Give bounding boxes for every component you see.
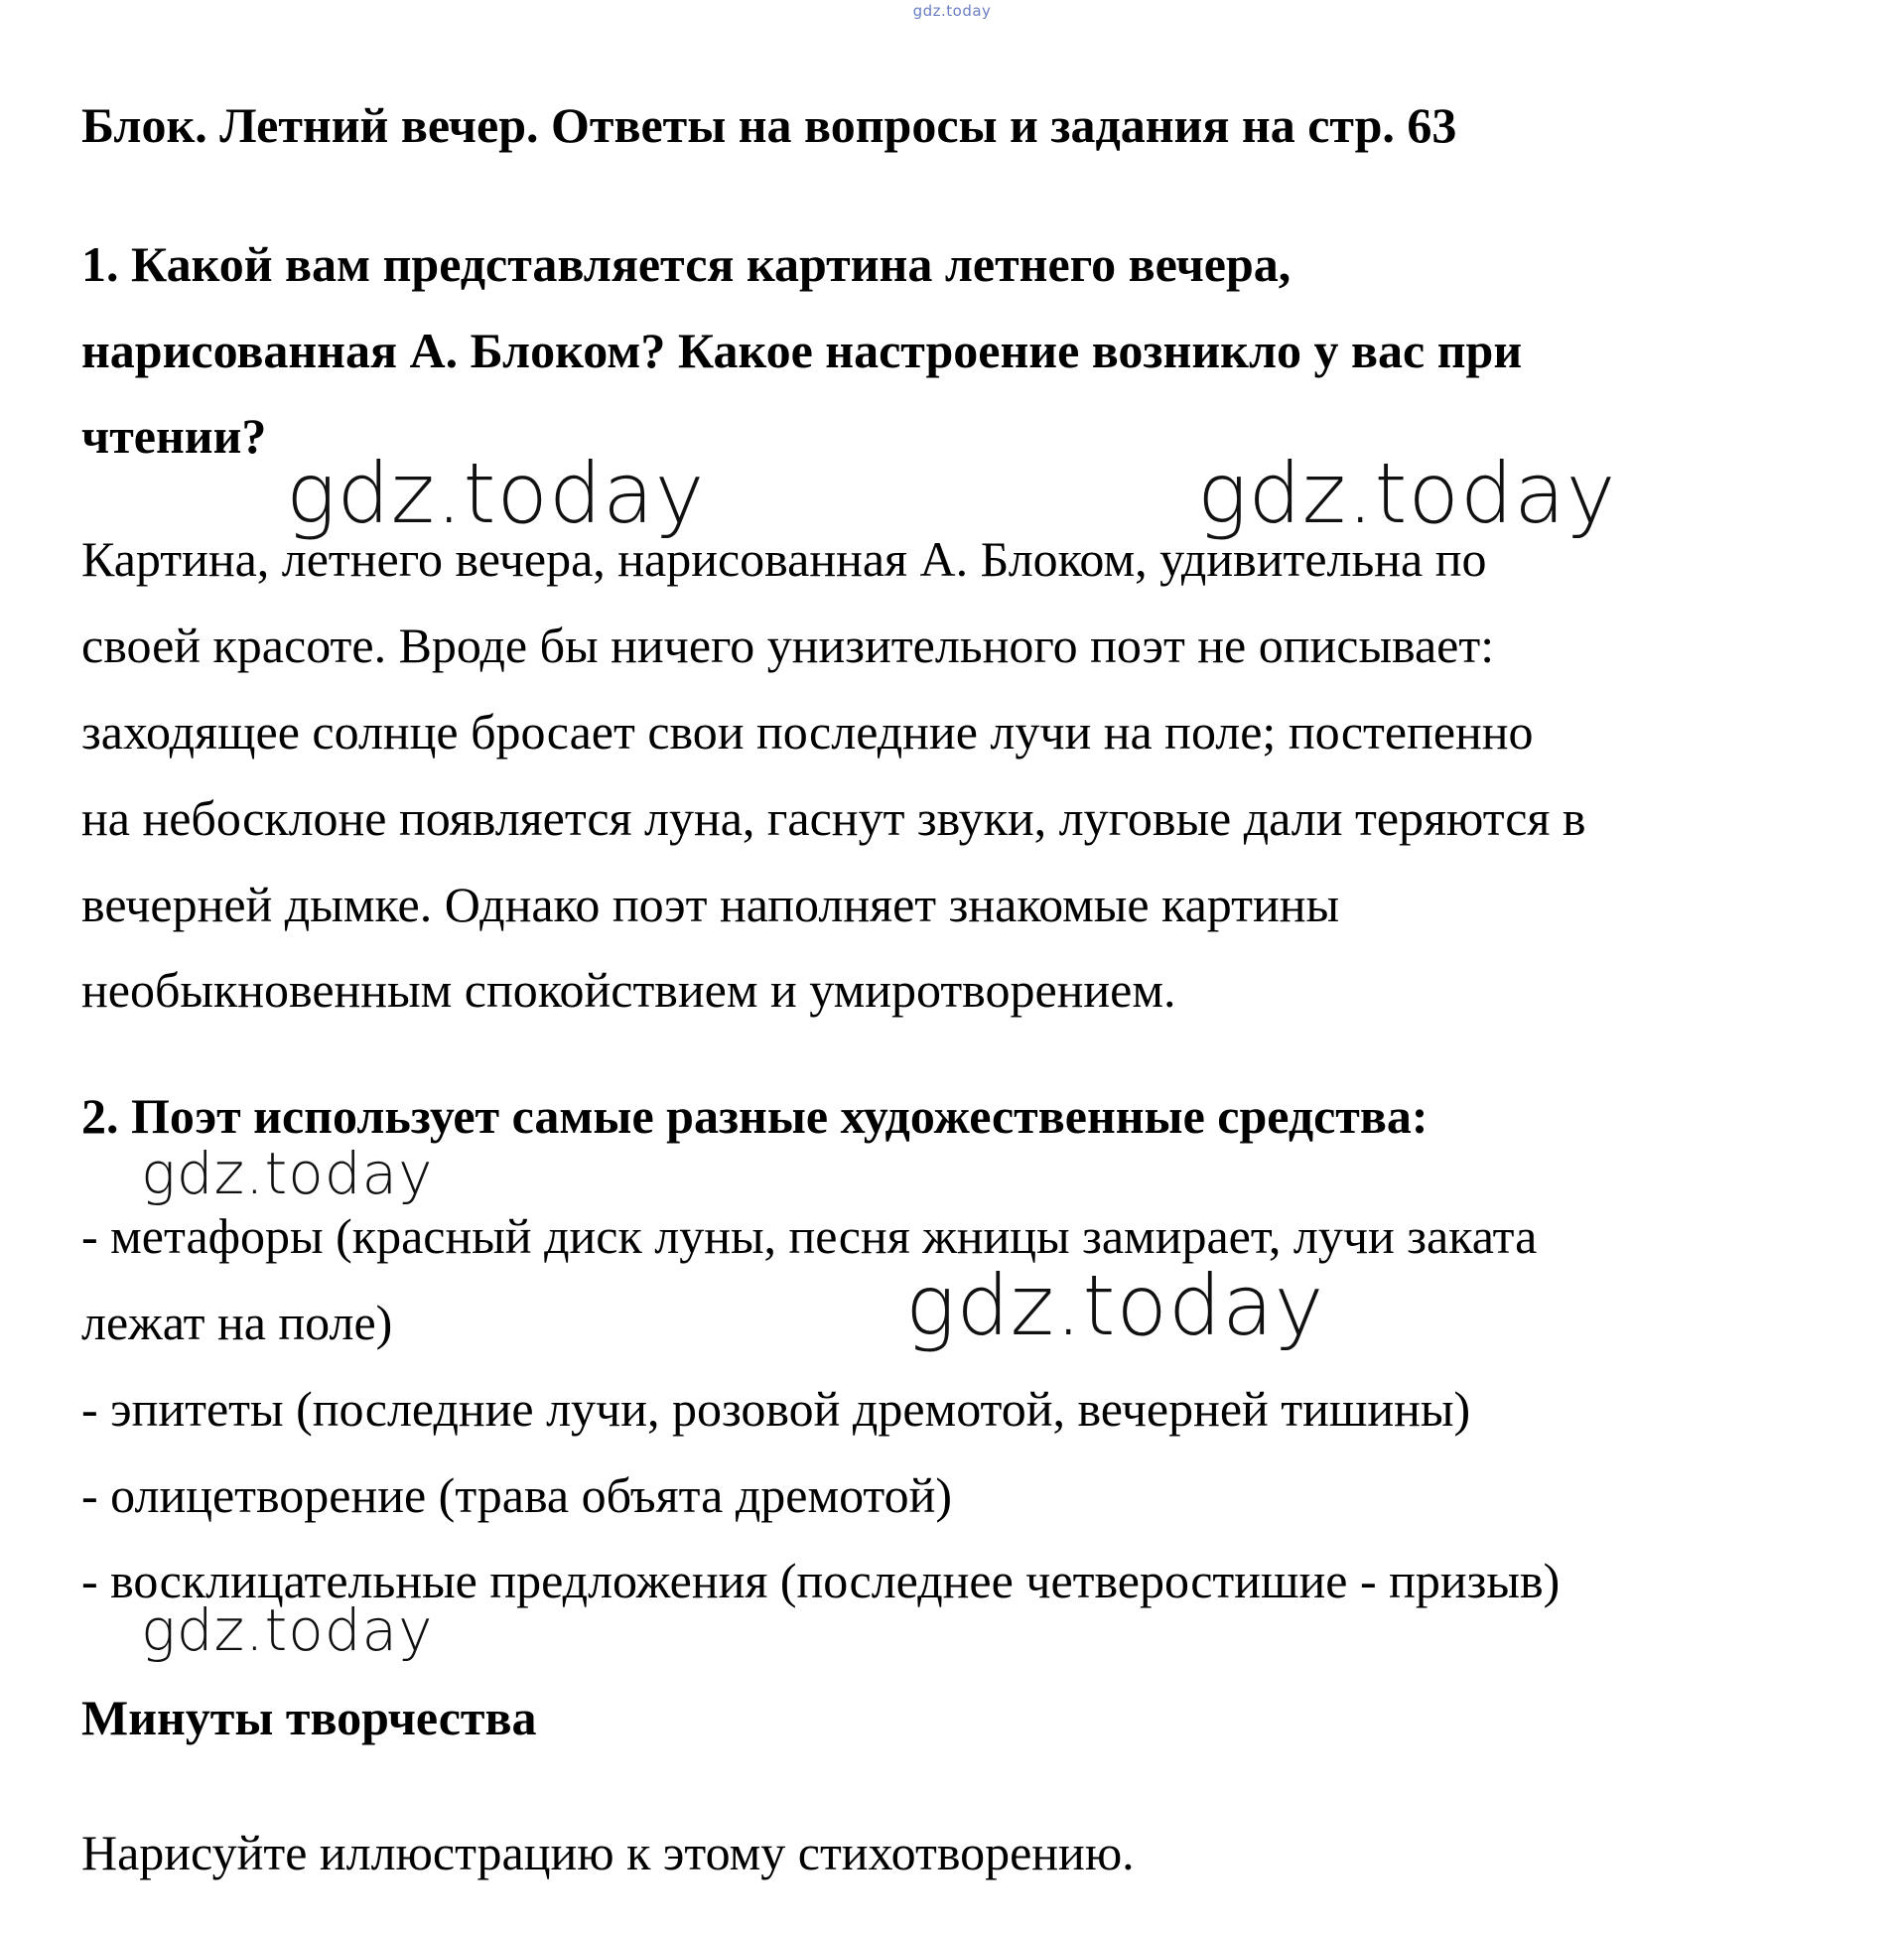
answer2-line-1: - метафоры (красный диск луны, песня жницы замирает, лучи заката bbox=[81, 1208, 1538, 1264]
question1-line-2: нарисованная А. Блоком? Какое настроение возникло у вас при bbox=[81, 323, 1523, 378]
answer1-line-5: вечерней дымке. Однако поэт наполняет знакомые картины bbox=[81, 877, 1340, 932]
answer1-line-1: Картина, летнего вечера, нарисованная А. Блоком, удивительна по bbox=[81, 531, 1487, 587]
answer2-line-4: - олицетворение (трава объята дремотой) bbox=[81, 1467, 953, 1523]
question2: 2. Поэт использует самые разные художественные средства: bbox=[81, 1088, 1428, 1144]
answer2-line-2: лежат на поле) bbox=[81, 1295, 393, 1350]
answer1-line-6: необыкновенным спокойствием и умиротворением. bbox=[81, 962, 1176, 1018]
watermark: gdz.today bbox=[1197, 445, 1617, 542]
answer1-line-4: на небосклоне появляется луна, гаснут звуки, луговые дали теряются в bbox=[81, 790, 1586, 846]
answer2-line-3: - эпитеты (последние лучи, розовой дремотой, вечерней тишины) bbox=[81, 1381, 1471, 1437]
document-title: Блок. Летний вечер. Ответы на вопросы и задания на стр. 63 bbox=[81, 97, 1457, 153]
watermark: gdz.today bbox=[141, 1140, 434, 1207]
answer2-line-5: - восклицательные предложения (последнее четверостишие - призыв) bbox=[81, 1553, 1561, 1608]
answer1-line-3: заходящее солнце бросает свои последние лучи на поле; постепенно bbox=[81, 704, 1534, 760]
watermark: gdz.today bbox=[141, 1596, 434, 1664]
site-mark: gdz.today bbox=[912, 2, 992, 20]
watermark: gdz.today bbox=[905, 1257, 1325, 1354]
question1-line-3: чтении? bbox=[81, 408, 267, 464]
creative-heading: Минуты творчества bbox=[81, 1690, 537, 1745]
answer1-line-2: своей красоте. Вроде бы ничего унизительного поэт не описывает: bbox=[81, 618, 1495, 673]
creative-task: Нарисуйте иллюстрацию к этому стихотворению. bbox=[81, 1825, 1135, 1880]
watermark: gdz.today bbox=[286, 445, 706, 542]
question1-line-1: 1. Какой вам представляется картина летнего вечера, bbox=[81, 236, 1292, 292]
